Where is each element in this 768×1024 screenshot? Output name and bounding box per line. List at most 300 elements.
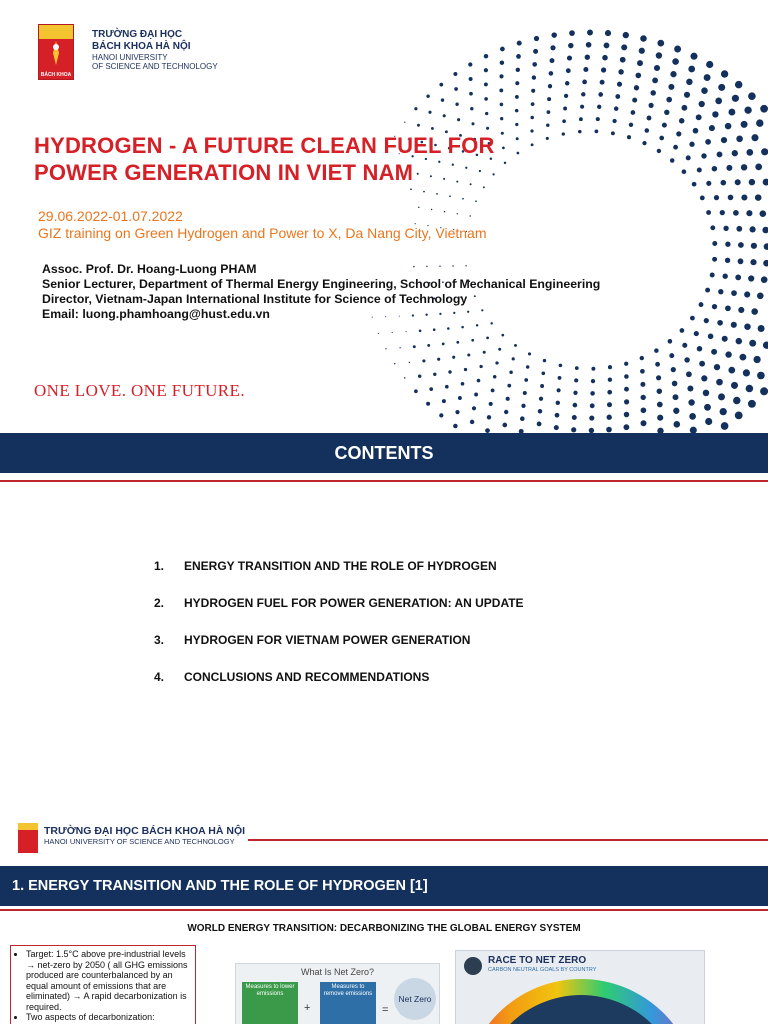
slogan: ONE LOVE. ONE FUTURE. xyxy=(34,381,245,400)
decor-dot xyxy=(717,320,723,326)
decor-dot xyxy=(469,92,473,96)
decor-dot xyxy=(692,182,697,187)
decor-dot xyxy=(413,345,416,348)
decor-dot xyxy=(728,109,735,116)
decor-dot xyxy=(694,331,699,336)
decor-dot xyxy=(608,365,612,369)
decor-dot xyxy=(680,328,685,333)
decor-dot xyxy=(701,87,708,94)
decor-dot xyxy=(453,72,457,76)
decor-dot xyxy=(721,70,728,77)
decor-dot xyxy=(733,210,739,216)
decor-dot xyxy=(620,57,626,63)
decor-dot xyxy=(690,53,697,60)
decor-dot xyxy=(746,385,754,393)
decor-dot xyxy=(472,406,476,410)
decor-dot xyxy=(502,147,505,150)
decor-dot xyxy=(493,375,497,379)
decor-dot xyxy=(749,340,756,347)
decor-dot xyxy=(579,117,583,121)
decor-dot xyxy=(748,275,754,281)
decor-dot xyxy=(499,88,503,92)
decor-dot xyxy=(682,169,687,174)
decor-dot xyxy=(697,167,702,172)
author-role1: Senior Lecturer, Department of Thermal Energy Engineering, School of Mechanical Engineering xyxy=(42,277,601,291)
decor-dot xyxy=(687,385,693,391)
decor-dot xyxy=(474,393,478,397)
decor-dot xyxy=(726,165,732,171)
decor-dot xyxy=(749,179,755,185)
decor-dot xyxy=(684,357,689,362)
decor-dot xyxy=(624,374,629,379)
decor-dot xyxy=(733,397,740,404)
decor-dot xyxy=(623,32,629,38)
plus-sign: + xyxy=(304,1002,311,1014)
decor-dot xyxy=(689,142,694,147)
decor-dot xyxy=(378,333,379,334)
decor-dot xyxy=(582,80,587,85)
decor-dot xyxy=(540,384,544,388)
decor-dot xyxy=(445,385,449,389)
decor-dot xyxy=(664,110,669,115)
decor-dot xyxy=(721,422,729,430)
decor-dot xyxy=(523,391,527,395)
decor-dot xyxy=(515,81,519,85)
decor-dot xyxy=(486,127,489,130)
decor-dot xyxy=(547,110,551,114)
decor-dot xyxy=(585,55,590,60)
university-en-line1: HANOI UNIVERSITY xyxy=(92,53,168,62)
decor-dot xyxy=(414,389,418,393)
divider-line xyxy=(0,480,768,482)
decor-dot xyxy=(455,410,459,414)
decor-dot xyxy=(557,388,561,392)
decor-dot xyxy=(715,98,722,105)
decor-dot xyxy=(507,384,511,388)
decor-dot xyxy=(720,408,727,415)
decor-dot xyxy=(736,135,743,142)
decor-dot xyxy=(744,323,751,330)
decor-dot xyxy=(422,359,425,362)
decor-dot xyxy=(741,164,747,170)
decor-dot xyxy=(674,421,681,428)
decor-dot xyxy=(704,74,711,81)
decor-dot xyxy=(657,402,663,408)
decor-dot xyxy=(515,109,519,113)
decor-dot xyxy=(748,400,756,408)
decor-dot xyxy=(580,105,584,109)
decor-dot xyxy=(673,408,679,414)
decor-dot xyxy=(392,332,393,333)
decor-dot xyxy=(501,132,504,135)
decor-dot xyxy=(467,353,470,356)
event-date: 29.06.2022-01.07.2022 xyxy=(38,208,183,224)
decor-dot xyxy=(746,210,752,216)
decor-dot xyxy=(688,399,694,405)
decor-dot xyxy=(581,92,585,96)
decor-dot xyxy=(461,326,464,329)
decor-dot xyxy=(735,275,741,281)
decor-dot xyxy=(500,117,503,120)
race-subtitle: CARBON NEUTRAL GOALS BY COUNTRY xyxy=(488,967,597,973)
decor-dot xyxy=(550,45,555,50)
decor-dot xyxy=(429,387,433,391)
decor-dot xyxy=(672,381,678,387)
decor-dot xyxy=(533,49,538,54)
decor-dot xyxy=(723,226,728,231)
decor-dot xyxy=(495,361,498,364)
decor-dot xyxy=(569,30,575,36)
decor-dot xyxy=(632,98,637,103)
decor-dot xyxy=(668,339,673,344)
decor-dot xyxy=(449,195,451,197)
decor-dot xyxy=(426,94,429,97)
decor-dot xyxy=(532,62,537,67)
decor-dot xyxy=(524,378,528,382)
decor-dot xyxy=(516,137,519,140)
decor-dot xyxy=(458,396,462,400)
lower-emissions-label: Measures to lower emissions xyxy=(245,984,295,997)
decor-dot xyxy=(436,193,438,195)
decor-dot xyxy=(531,102,535,106)
decor-dot xyxy=(587,30,593,36)
decor-dot xyxy=(712,304,717,309)
decor-dot xyxy=(624,399,629,404)
decor-dot xyxy=(578,130,582,134)
bullet-item: • Two aspects of decarbonization: xyxy=(26,1012,190,1023)
decor-dot xyxy=(484,82,488,86)
decor-dot xyxy=(699,361,705,367)
decor-dot xyxy=(699,101,705,107)
decor-dot xyxy=(738,307,744,313)
decor-dot xyxy=(417,124,420,127)
remove-emissions-label: Measures to remove emissions xyxy=(323,984,373,997)
decor-dot xyxy=(731,290,737,296)
decor-dot xyxy=(762,227,768,234)
decor-dot xyxy=(414,107,417,110)
decor-dot xyxy=(681,105,687,111)
decor-dot xyxy=(406,331,407,332)
decor-dot xyxy=(704,318,709,323)
decor-dot xyxy=(758,325,765,332)
decor-dot xyxy=(735,412,743,420)
decor-dot xyxy=(725,351,731,357)
decor-dot xyxy=(563,107,567,111)
race-to-net-zero-infographic xyxy=(455,950,705,1024)
decor-dot xyxy=(744,107,751,114)
decor-dot xyxy=(637,60,643,66)
decor-dot xyxy=(471,339,474,342)
title-line2: POWER GENERATION IN VIET NAM xyxy=(34,160,414,185)
decor-dot xyxy=(706,210,711,215)
decor-dot xyxy=(731,382,738,389)
university-en-line2: OF SCIENCE AND TECHNOLOGY xyxy=(92,62,218,71)
decor-dot xyxy=(654,65,660,71)
decor-dot xyxy=(647,116,652,121)
header-university-name: TRƯỜNG ĐẠI HỌC BÁCH KHOA HÀ NỘI xyxy=(44,825,246,837)
decor-dot xyxy=(483,351,486,354)
decor-dot xyxy=(757,292,764,299)
toc-label: ENERGY TRANSITION AND THE ROLE OF HYDROGEN xyxy=(184,559,497,573)
decor-dot xyxy=(606,427,612,433)
decor-dot xyxy=(741,121,748,128)
decor-dot xyxy=(711,349,717,355)
decor-dot xyxy=(639,48,645,54)
decor-dot xyxy=(705,139,711,145)
university-name-line2: BÁCH KHOA HÀ NỘI xyxy=(92,41,191,52)
decor-dot xyxy=(490,322,492,324)
small-university-logo xyxy=(18,823,38,853)
decor-dot xyxy=(423,191,425,193)
decor-dot xyxy=(621,44,627,50)
decor-dot xyxy=(640,382,645,387)
decor-dot xyxy=(627,135,631,139)
decor-dot xyxy=(539,397,543,401)
decor-dot xyxy=(642,141,646,145)
decor-dot xyxy=(453,424,458,429)
decor-dot xyxy=(470,107,473,110)
author-email: Email: luong.phamhoang@hust.edu.vn xyxy=(42,307,270,321)
decor-dot xyxy=(701,153,706,158)
decor-dot xyxy=(605,30,611,36)
decor-dot xyxy=(725,242,730,247)
decor-dot xyxy=(736,338,742,344)
decor-dot xyxy=(548,84,552,88)
decor-dot xyxy=(739,354,746,361)
decor-dot xyxy=(640,369,645,374)
decor-dot xyxy=(410,188,412,190)
title-slide xyxy=(0,0,768,433)
decor-dot xyxy=(728,195,734,201)
decor-dot xyxy=(484,97,488,101)
decor-dot xyxy=(514,344,517,347)
decor-dot xyxy=(657,40,664,47)
equals-sign: = xyxy=(382,1004,389,1016)
decor-dot xyxy=(502,423,507,428)
decor-dot xyxy=(590,391,595,396)
decor-dot xyxy=(546,123,549,126)
decor-dot xyxy=(721,180,727,186)
decor-dot xyxy=(654,348,659,353)
decor-dot xyxy=(589,416,594,421)
decor-dot xyxy=(528,352,531,355)
toc-item-1 xyxy=(154,559,497,573)
decor-dot xyxy=(498,348,501,351)
decor-dot xyxy=(515,95,519,99)
decor-dot xyxy=(750,259,756,265)
decor-dot xyxy=(631,110,636,115)
decor-dot xyxy=(504,162,506,164)
decor-dot xyxy=(688,66,695,73)
decor-dot xyxy=(537,421,542,426)
decor-dot xyxy=(686,79,692,85)
decor-dot xyxy=(722,336,728,342)
decor-dot xyxy=(714,364,720,370)
decor-dot xyxy=(565,81,570,86)
torch-icon xyxy=(39,39,73,67)
decor-dot xyxy=(725,123,732,130)
header-university-en: HANOI UNIVERSITY OF SCIENCE AND TECHNOLOGY xyxy=(44,837,235,846)
decor-dot xyxy=(567,56,572,61)
decor-dot xyxy=(670,158,675,163)
decor-dot xyxy=(470,420,474,424)
decor-dot xyxy=(469,77,473,81)
decor-dot xyxy=(712,111,718,117)
decor-dot xyxy=(433,373,436,376)
decor-dot xyxy=(717,151,723,157)
decor-dot xyxy=(455,102,458,105)
decor-dot xyxy=(712,257,717,262)
decor-dot xyxy=(668,84,674,90)
decor-dot xyxy=(526,365,529,368)
decor-dot xyxy=(568,43,573,48)
decor-dot xyxy=(682,343,687,348)
decor-dot xyxy=(550,58,555,63)
decor-dot xyxy=(385,348,386,349)
decor-dot xyxy=(506,397,510,401)
decor-dot xyxy=(676,131,681,136)
decor-dot xyxy=(512,357,515,360)
decor-dot xyxy=(750,226,756,232)
university-block xyxy=(92,29,218,71)
decor-dot xyxy=(623,424,629,430)
decor-dot xyxy=(517,41,522,46)
decor-dot xyxy=(669,353,674,358)
decor-dot xyxy=(394,363,395,364)
decor-dot xyxy=(566,68,571,73)
decor-dot xyxy=(718,393,725,400)
decor-dot xyxy=(437,358,440,361)
decor-dot xyxy=(614,106,619,111)
section-slide xyxy=(0,793,768,1024)
decor-dot xyxy=(607,415,612,420)
decor-dot xyxy=(720,210,725,215)
decor-dot xyxy=(741,194,747,200)
decor-dot xyxy=(457,118,460,121)
event-block xyxy=(38,208,487,242)
decor-dot xyxy=(757,372,765,380)
decor-dot xyxy=(705,418,712,425)
decor-dot xyxy=(591,379,595,383)
decor-dot xyxy=(607,402,612,407)
decor-dot xyxy=(573,391,577,395)
decor-dot xyxy=(656,375,661,380)
decor-dot xyxy=(618,69,623,74)
decor-dot xyxy=(755,194,762,201)
decor-dot xyxy=(597,105,601,109)
decor-dot xyxy=(671,367,676,372)
decor-dot xyxy=(520,416,525,421)
decor-dot xyxy=(689,413,696,420)
decor-dot xyxy=(725,258,730,263)
decor-dot xyxy=(468,62,472,66)
race-title: RACE TO NET ZERO xyxy=(488,955,587,966)
decor-dot xyxy=(571,427,576,432)
decor-dot xyxy=(673,145,678,150)
decor-dot xyxy=(516,68,520,72)
race-icon xyxy=(464,957,482,975)
decor-dot xyxy=(652,77,658,83)
decor-dot xyxy=(760,387,768,395)
decor-dot xyxy=(751,134,758,141)
decor-dot xyxy=(590,403,595,408)
decor-dot xyxy=(602,55,608,61)
decor-dot xyxy=(530,116,534,120)
decor-dot xyxy=(612,119,616,123)
decor-dot xyxy=(517,152,520,155)
decor-dot xyxy=(500,47,505,52)
decor-dot xyxy=(735,179,741,185)
decor-dot xyxy=(586,42,592,48)
toc-item-3 xyxy=(154,633,470,647)
bullet-item: • Target: 1.5°C above pre-industrial levels → net-zero by 2050 ( all GHG emissions produced are counterbalanced by an equal amount of emissions that are eliminated) → A rapid decarbonization is required. xyxy=(26,949,190,1012)
decor-dot xyxy=(641,407,647,413)
decor-dot xyxy=(433,328,436,331)
decor-dot xyxy=(700,196,705,201)
decor-dot xyxy=(640,35,647,42)
decor-dot xyxy=(484,54,489,59)
decor-dot xyxy=(756,119,763,126)
toc-num: 1. xyxy=(154,559,165,573)
decor-dot xyxy=(595,130,599,134)
decor-dot xyxy=(641,420,647,426)
header-university xyxy=(44,825,245,846)
logo-text: BÁCH KHOA xyxy=(40,72,72,78)
decor-dot xyxy=(489,402,493,406)
net-zero-title: What Is Net Zero? xyxy=(300,967,375,977)
decor-dot xyxy=(712,241,717,246)
decor-dot xyxy=(477,379,481,383)
event-name: GIZ training on Green Hydrogen and Power to X, Da Nang City, Vietnam xyxy=(38,225,487,241)
decor-dot xyxy=(555,413,560,418)
decor-dot xyxy=(746,149,753,156)
decor-dot xyxy=(456,341,459,344)
decor-dot xyxy=(686,155,691,160)
decor-dot xyxy=(607,390,612,395)
decor-dot xyxy=(674,46,681,53)
decor-dot xyxy=(575,366,579,370)
decor-dot xyxy=(454,87,458,91)
decor-dot xyxy=(461,382,465,386)
decor-dot xyxy=(709,125,715,131)
decor-dot xyxy=(531,143,534,146)
author-role2: Director, Vietnam-Japan International Institute for Science of Technology xyxy=(42,292,468,306)
decor-dot xyxy=(404,121,405,122)
section-title: 1. ENERGY TRANSITION AND THE ROLE OF HYDROGEN [1] xyxy=(0,866,768,906)
decor-dot xyxy=(448,370,451,373)
decor-dot xyxy=(731,322,737,328)
decor-dot xyxy=(723,274,728,279)
decor-dot xyxy=(547,97,551,101)
decor-dot xyxy=(710,273,715,278)
decor-dot xyxy=(476,324,478,326)
decor-dot xyxy=(516,54,521,59)
decor-dot xyxy=(464,368,467,371)
decor-dot xyxy=(441,98,444,101)
decor-dot xyxy=(534,36,539,41)
decor-dot xyxy=(673,394,679,400)
decor-dot xyxy=(744,291,750,297)
decor-dot xyxy=(442,399,446,403)
decor-dot xyxy=(431,127,434,130)
decor-dot xyxy=(735,81,743,89)
university-name-line1: TRƯỜNG ĐẠI HỌC xyxy=(92,29,183,40)
decor-dot xyxy=(541,371,545,375)
decor-dot xyxy=(483,186,485,188)
decor-dot xyxy=(601,67,606,72)
decor-dot xyxy=(549,71,554,76)
decor-dot xyxy=(439,413,443,417)
